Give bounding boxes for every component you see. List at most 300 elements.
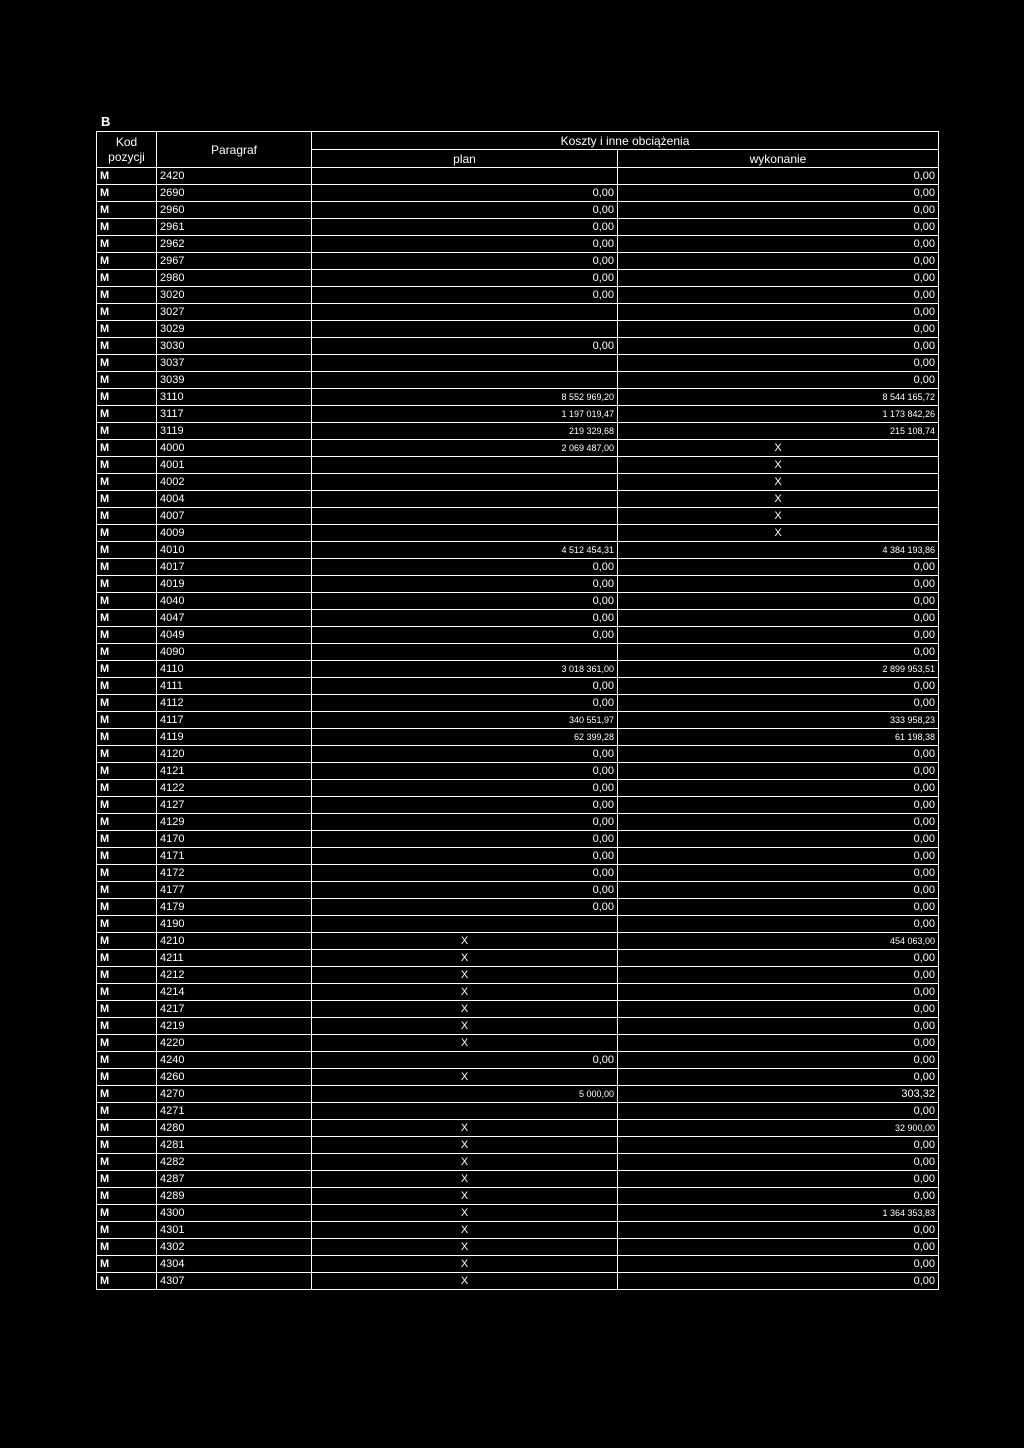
row-wykonanie-cell: 0,00 bbox=[618, 797, 939, 814]
row-paragraf-cell: 4190 bbox=[157, 916, 312, 933]
row-wykonanie-cell: 0,00 bbox=[618, 1154, 939, 1171]
row-plan-cell: 8 552 969,20 bbox=[312, 389, 618, 406]
table-row bbox=[97, 1120, 939, 1137]
row-paragraf-cell: 4000 bbox=[157, 440, 312, 457]
row-kod-cell: M bbox=[97, 1154, 157, 1171]
row-kod-cell: M bbox=[97, 508, 157, 525]
row-kod-cell: M bbox=[97, 627, 157, 644]
row-paragraf-cell: 4170 bbox=[157, 831, 312, 848]
row-kod-cell: M bbox=[97, 950, 157, 967]
row-wykonanie-cell: X bbox=[618, 525, 939, 542]
row-kod-cell: M bbox=[97, 1205, 157, 1222]
row-wykonanie-cell: 0,00 bbox=[618, 1035, 939, 1052]
row-wykonanie-cell: 0,00 bbox=[618, 814, 939, 831]
row-wykonanie-cell: 0,00 bbox=[618, 678, 939, 695]
header-koszty-group: Koszty i inne obciążenia bbox=[312, 132, 939, 150]
row-wykonanie-cell: X bbox=[618, 508, 939, 525]
row-kod-cell: M bbox=[97, 559, 157, 576]
row-plan-cell: X bbox=[312, 1171, 618, 1188]
table-row bbox=[97, 576, 939, 593]
row-wykonanie-cell: 0,00 bbox=[618, 270, 939, 287]
row-paragraf-cell: 4280 bbox=[157, 1120, 312, 1137]
row-wykonanie-cell: 0,00 bbox=[618, 1137, 939, 1154]
row-plan-cell: 0,00 bbox=[312, 185, 618, 202]
table-row bbox=[97, 1256, 939, 1273]
row-wykonanie-cell: 0,00 bbox=[618, 202, 939, 219]
row-paragraf-cell: 3039 bbox=[157, 372, 312, 389]
table-row bbox=[97, 474, 939, 491]
row-kod-cell: M bbox=[97, 168, 157, 185]
row-kod-cell: M bbox=[97, 304, 157, 321]
row-kod-cell: M bbox=[97, 457, 157, 474]
row-plan-cell: X bbox=[312, 1137, 618, 1154]
row-kod-cell: M bbox=[97, 695, 157, 712]
table-row bbox=[97, 559, 939, 576]
row-paragraf-cell: 2962 bbox=[157, 236, 312, 253]
row-wykonanie-cell: 454 063,00 bbox=[618, 933, 939, 950]
table-row bbox=[97, 967, 939, 984]
table-row bbox=[97, 1222, 939, 1239]
row-paragraf-cell: 4214 bbox=[157, 984, 312, 1001]
table-row bbox=[97, 1086, 939, 1103]
row-kod-cell: M bbox=[97, 321, 157, 338]
row-plan-cell: 0,00 bbox=[312, 695, 618, 712]
row-wykonanie-cell: 0,00 bbox=[618, 984, 939, 1001]
row-plan-cell: 4 512 454,31 bbox=[312, 542, 618, 559]
table-row bbox=[97, 440, 939, 457]
row-kod-cell: M bbox=[97, 440, 157, 457]
row-plan-cell: 0,00 bbox=[312, 627, 618, 644]
table-row bbox=[97, 1001, 939, 1018]
row-paragraf-cell: 4047 bbox=[157, 610, 312, 627]
table-row bbox=[97, 984, 939, 1001]
row-wykonanie-cell: 0,00 bbox=[618, 1239, 939, 1256]
header-plan: plan bbox=[312, 150, 618, 168]
table-row bbox=[97, 1154, 939, 1171]
row-plan-cell: 5 000,00 bbox=[312, 1086, 618, 1103]
table-row bbox=[97, 338, 939, 355]
row-plan-cell: X bbox=[312, 984, 618, 1001]
row-plan-cell: 0,00 bbox=[312, 338, 618, 355]
row-kod-cell: M bbox=[97, 474, 157, 491]
table-row bbox=[97, 882, 939, 899]
row-paragraf-cell: 4240 bbox=[157, 1052, 312, 1069]
table-row bbox=[97, 491, 939, 508]
row-paragraf-cell: 4010 bbox=[157, 542, 312, 559]
row-wykonanie-cell: 0,00 bbox=[618, 219, 939, 236]
table-row bbox=[97, 933, 939, 950]
row-wykonanie-cell: 0,00 bbox=[618, 780, 939, 797]
table-row bbox=[97, 168, 939, 185]
row-wykonanie-cell: 0,00 bbox=[618, 1069, 939, 1086]
row-wykonanie-cell: 0,00 bbox=[618, 338, 939, 355]
row-paragraf-cell: 4017 bbox=[157, 559, 312, 576]
row-kod-cell: M bbox=[97, 253, 157, 270]
row-wykonanie-cell: 0,00 bbox=[618, 236, 939, 253]
row-plan-cell: 0,00 bbox=[312, 678, 618, 695]
table-row bbox=[97, 321, 939, 338]
row-kod-cell: M bbox=[97, 1103, 157, 1120]
row-wykonanie-cell: 0,00 bbox=[618, 185, 939, 202]
table-body bbox=[97, 168, 939, 1290]
table-row bbox=[97, 780, 939, 797]
row-paragraf-cell: 4304 bbox=[157, 1256, 312, 1273]
row-wykonanie-cell: 0,00 bbox=[618, 1103, 939, 1120]
row-wykonanie-cell: 1 364 353,83 bbox=[618, 1205, 939, 1222]
table-row bbox=[97, 287, 939, 304]
table-row bbox=[97, 695, 939, 712]
row-wykonanie-cell: 0,00 bbox=[618, 746, 939, 763]
row-wykonanie-cell: 0,00 bbox=[618, 882, 939, 899]
row-kod-cell: M bbox=[97, 678, 157, 695]
row-paragraf-cell: 4212 bbox=[157, 967, 312, 984]
row-plan-cell bbox=[312, 644, 618, 661]
row-plan-cell: 1 197 019,47 bbox=[312, 406, 618, 423]
row-paragraf-cell: 4171 bbox=[157, 848, 312, 865]
row-kod-cell: M bbox=[97, 1256, 157, 1273]
row-paragraf-cell: 4110 bbox=[157, 661, 312, 678]
table-row bbox=[97, 253, 939, 270]
row-wykonanie-cell: 0,00 bbox=[618, 1052, 939, 1069]
row-paragraf-cell: 3037 bbox=[157, 355, 312, 372]
table-row bbox=[97, 916, 939, 933]
row-kod-cell: M bbox=[97, 406, 157, 423]
row-paragraf-cell: 4112 bbox=[157, 695, 312, 712]
row-kod-cell: M bbox=[97, 1222, 157, 1239]
row-wykonanie-cell: 0,00 bbox=[618, 576, 939, 593]
row-plan-cell: X bbox=[312, 950, 618, 967]
row-kod-cell: M bbox=[97, 780, 157, 797]
row-plan-cell bbox=[312, 1103, 618, 1120]
row-wykonanie-cell: 0,00 bbox=[618, 253, 939, 270]
row-plan-cell: 3 018 361,00 bbox=[312, 661, 618, 678]
row-kod-cell: M bbox=[97, 1086, 157, 1103]
row-wykonanie-cell: 0,00 bbox=[618, 950, 939, 967]
row-wykonanie-cell: 0,00 bbox=[618, 559, 939, 576]
row-plan-cell: 0,00 bbox=[312, 848, 618, 865]
row-paragraf-cell: 3030 bbox=[157, 338, 312, 355]
table-row bbox=[97, 202, 939, 219]
row-plan-cell bbox=[312, 508, 618, 525]
row-plan-cell bbox=[312, 916, 618, 933]
row-kod-cell: M bbox=[97, 1069, 157, 1086]
table-row bbox=[97, 729, 939, 746]
table-row bbox=[97, 1205, 939, 1222]
row-plan-cell: 0,00 bbox=[312, 610, 618, 627]
row-paragraf-cell: 4040 bbox=[157, 593, 312, 610]
row-plan-cell: 0,00 bbox=[312, 593, 618, 610]
row-kod-cell: M bbox=[97, 899, 157, 916]
row-paragraf-cell: 4220 bbox=[157, 1035, 312, 1052]
row-wykonanie-cell: 0,00 bbox=[618, 644, 939, 661]
row-wykonanie-cell: 0,00 bbox=[618, 1171, 939, 1188]
row-kod-cell: M bbox=[97, 610, 157, 627]
row-wykonanie-cell: 215 108,74 bbox=[618, 423, 939, 440]
row-kod-cell: M bbox=[97, 338, 157, 355]
row-paragraf-cell: 4302 bbox=[157, 1239, 312, 1256]
row-plan-cell: 0,00 bbox=[312, 270, 618, 287]
row-wykonanie-cell: 2 899 953,51 bbox=[618, 661, 939, 678]
row-kod-cell: M bbox=[97, 984, 157, 1001]
row-plan-cell: 0,00 bbox=[312, 814, 618, 831]
row-plan-cell: 0,00 bbox=[312, 780, 618, 797]
table-row bbox=[97, 219, 939, 236]
row-wykonanie-cell: 0,00 bbox=[618, 355, 939, 372]
row-plan-cell: 340 551,97 bbox=[312, 712, 618, 729]
row-kod-cell: M bbox=[97, 797, 157, 814]
row-wykonanie-cell: 0,00 bbox=[618, 763, 939, 780]
row-wykonanie-cell: X bbox=[618, 440, 939, 457]
row-wykonanie-cell: 0,00 bbox=[618, 593, 939, 610]
row-wykonanie-cell: 0,00 bbox=[618, 321, 939, 338]
row-paragraf-cell: 4019 bbox=[157, 576, 312, 593]
table-row bbox=[97, 593, 939, 610]
row-plan-cell bbox=[312, 474, 618, 491]
row-plan-cell: 2 069 487,00 bbox=[312, 440, 618, 457]
table-row bbox=[97, 508, 939, 525]
row-plan-cell: X bbox=[312, 1273, 618, 1290]
row-wykonanie-cell: 0,00 bbox=[618, 1273, 939, 1290]
row-paragraf-cell: 3027 bbox=[157, 304, 312, 321]
row-plan-cell: X bbox=[312, 1239, 618, 1256]
row-wykonanie-cell: X bbox=[618, 457, 939, 474]
row-wykonanie-cell: 0,00 bbox=[618, 1222, 939, 1239]
row-paragraf-cell: 4001 bbox=[157, 457, 312, 474]
row-plan-cell: 0,00 bbox=[312, 1052, 618, 1069]
row-wykonanie-cell: 8 544 165,72 bbox=[618, 389, 939, 406]
row-plan-cell: 0,00 bbox=[312, 899, 618, 916]
table-row bbox=[97, 610, 939, 627]
row-kod-cell: M bbox=[97, 525, 157, 542]
row-plan-cell: X bbox=[312, 1205, 618, 1222]
table-row bbox=[97, 1035, 939, 1052]
row-kod-cell: M bbox=[97, 576, 157, 593]
row-plan-cell: 219 329,68 bbox=[312, 423, 618, 440]
row-wykonanie-cell: X bbox=[618, 491, 939, 508]
row-wykonanie-cell: 0,00 bbox=[618, 831, 939, 848]
row-paragraf-cell: 4282 bbox=[157, 1154, 312, 1171]
table-row bbox=[97, 627, 939, 644]
row-kod-cell: M bbox=[97, 644, 157, 661]
table-row bbox=[97, 372, 939, 389]
row-plan-cell: 0,00 bbox=[312, 865, 618, 882]
row-plan-cell bbox=[312, 321, 618, 338]
row-kod-cell: M bbox=[97, 542, 157, 559]
row-paragraf-cell: 3117 bbox=[157, 406, 312, 423]
table-row bbox=[97, 270, 939, 287]
row-plan-cell: 62 399,28 bbox=[312, 729, 618, 746]
row-wykonanie-cell: 0,00 bbox=[618, 287, 939, 304]
row-paragraf-cell: 2420 bbox=[157, 168, 312, 185]
row-paragraf-cell: 4219 bbox=[157, 1018, 312, 1035]
row-plan-cell bbox=[312, 168, 618, 185]
row-paragraf-cell: 3119 bbox=[157, 423, 312, 440]
row-plan-cell: 0,00 bbox=[312, 831, 618, 848]
table-row bbox=[97, 355, 939, 372]
row-wykonanie-cell: 0,00 bbox=[618, 1001, 939, 1018]
row-plan-cell: 0,00 bbox=[312, 287, 618, 304]
table-row bbox=[97, 661, 939, 678]
row-paragraf-cell: 4300 bbox=[157, 1205, 312, 1222]
row-kod-cell: M bbox=[97, 848, 157, 865]
table-row bbox=[97, 831, 939, 848]
table-row bbox=[97, 457, 939, 474]
row-plan-cell: X bbox=[312, 1001, 618, 1018]
row-paragraf-cell: 4049 bbox=[157, 627, 312, 644]
row-paragraf-cell: 3110 bbox=[157, 389, 312, 406]
row-wykonanie-cell: 1 173 842,26 bbox=[618, 406, 939, 423]
row-kod-cell: M bbox=[97, 916, 157, 933]
row-paragraf-cell: 4122 bbox=[157, 780, 312, 797]
row-paragraf-cell: 2961 bbox=[157, 219, 312, 236]
row-wykonanie-cell: 0,00 bbox=[618, 610, 939, 627]
row-kod-cell: M bbox=[97, 219, 157, 236]
row-kod-cell: M bbox=[97, 355, 157, 372]
row-wykonanie-cell: 0,00 bbox=[618, 865, 939, 882]
row-plan-cell: X bbox=[312, 1222, 618, 1239]
row-plan-cell bbox=[312, 372, 618, 389]
row-wykonanie-cell: 0,00 bbox=[618, 848, 939, 865]
row-paragraf-cell: 4111 bbox=[157, 678, 312, 695]
row-kod-cell: M bbox=[97, 746, 157, 763]
row-paragraf-cell: 4129 bbox=[157, 814, 312, 831]
row-wykonanie-cell: 0,00 bbox=[618, 1018, 939, 1035]
row-kod-cell: M bbox=[97, 1018, 157, 1035]
row-wykonanie-cell: 0,00 bbox=[618, 168, 939, 185]
row-kod-cell: M bbox=[97, 661, 157, 678]
row-wykonanie-cell: 4 384 193,86 bbox=[618, 542, 939, 559]
row-paragraf-cell: 4271 bbox=[157, 1103, 312, 1120]
row-paragraf-cell: 4119 bbox=[157, 729, 312, 746]
row-plan-cell: 0,00 bbox=[312, 882, 618, 899]
row-wykonanie-cell: 32 900,00 bbox=[618, 1120, 939, 1137]
table-row bbox=[97, 406, 939, 423]
row-kod-cell: M bbox=[97, 1001, 157, 1018]
section-label: B bbox=[101, 114, 111, 129]
row-kod-cell: M bbox=[97, 372, 157, 389]
row-wykonanie-cell: 0,00 bbox=[618, 372, 939, 389]
row-kod-cell: M bbox=[97, 236, 157, 253]
row-wykonanie-cell: 0,00 bbox=[618, 916, 939, 933]
row-paragraf-cell: 3020 bbox=[157, 287, 312, 304]
row-plan-cell: 0,00 bbox=[312, 236, 618, 253]
row-kod-cell: M bbox=[97, 1188, 157, 1205]
row-kod-cell: M bbox=[97, 967, 157, 984]
table-row bbox=[97, 1018, 939, 1035]
row-wykonanie-cell: 0,00 bbox=[618, 304, 939, 321]
row-kod-cell: M bbox=[97, 763, 157, 780]
row-paragraf-cell: 4002 bbox=[157, 474, 312, 491]
row-paragraf-cell: 2960 bbox=[157, 202, 312, 219]
row-kod-cell: M bbox=[97, 865, 157, 882]
row-plan-cell: 0,00 bbox=[312, 559, 618, 576]
row-kod-cell: M bbox=[97, 882, 157, 899]
row-paragraf-cell: 2980 bbox=[157, 270, 312, 287]
row-paragraf-cell: 4301 bbox=[157, 1222, 312, 1239]
table-row bbox=[97, 848, 939, 865]
table-row bbox=[97, 763, 939, 780]
row-kod-cell: M bbox=[97, 1239, 157, 1256]
row-kod-cell: M bbox=[97, 729, 157, 746]
row-plan-cell: X bbox=[312, 1120, 618, 1137]
row-paragraf-cell: 4120 bbox=[157, 746, 312, 763]
table-row bbox=[97, 542, 939, 559]
row-paragraf-cell: 4009 bbox=[157, 525, 312, 542]
row-kod-cell: M bbox=[97, 814, 157, 831]
row-plan-cell: 0,00 bbox=[312, 797, 618, 814]
row-paragraf-cell: 4211 bbox=[157, 950, 312, 967]
row-plan-cell: X bbox=[312, 967, 618, 984]
row-paragraf-cell: 4270 bbox=[157, 1086, 312, 1103]
table-row bbox=[97, 950, 939, 967]
row-paragraf-cell: 4117 bbox=[157, 712, 312, 729]
table-row bbox=[97, 814, 939, 831]
row-kod-cell: M bbox=[97, 1171, 157, 1188]
table-row bbox=[97, 525, 939, 542]
row-paragraf-cell: 4281 bbox=[157, 1137, 312, 1154]
row-paragraf-cell: 4121 bbox=[157, 763, 312, 780]
row-plan-cell: X bbox=[312, 1256, 618, 1273]
row-kod-cell: M bbox=[97, 1273, 157, 1290]
row-plan-cell: X bbox=[312, 1018, 618, 1035]
row-wykonanie-cell: 0,00 bbox=[618, 899, 939, 916]
row-plan-cell: X bbox=[312, 1188, 618, 1205]
table-row bbox=[97, 1239, 939, 1256]
row-paragraf-cell: 4217 bbox=[157, 1001, 312, 1018]
row-paragraf-cell: 4090 bbox=[157, 644, 312, 661]
row-plan-cell bbox=[312, 457, 618, 474]
row-wykonanie-cell: 0,00 bbox=[618, 627, 939, 644]
row-plan-cell: 0,00 bbox=[312, 202, 618, 219]
table-row bbox=[97, 746, 939, 763]
table-row bbox=[97, 1052, 939, 1069]
row-wykonanie-cell: X bbox=[618, 474, 939, 491]
row-paragraf-cell: 4287 bbox=[157, 1171, 312, 1188]
row-paragraf-cell: 4210 bbox=[157, 933, 312, 950]
table-row bbox=[97, 1171, 939, 1188]
table-row bbox=[97, 899, 939, 916]
row-paragraf-cell: 4007 bbox=[157, 508, 312, 525]
row-paragraf-cell: 3029 bbox=[157, 321, 312, 338]
row-kod-cell: M bbox=[97, 933, 157, 950]
row-paragraf-cell: 2690 bbox=[157, 185, 312, 202]
row-kod-cell: M bbox=[97, 185, 157, 202]
row-paragraf-cell: 4289 bbox=[157, 1188, 312, 1205]
table-row bbox=[97, 1137, 939, 1154]
table-row bbox=[97, 797, 939, 814]
row-wykonanie-cell: 0,00 bbox=[618, 695, 939, 712]
row-paragraf-cell: 4260 bbox=[157, 1069, 312, 1086]
row-paragraf-cell: 4172 bbox=[157, 865, 312, 882]
row-plan-cell: X bbox=[312, 1035, 618, 1052]
cost-table bbox=[96, 131, 939, 1290]
row-plan-cell bbox=[312, 491, 618, 508]
row-kod-cell: M bbox=[97, 831, 157, 848]
table-row bbox=[97, 1103, 939, 1120]
row-wykonanie-cell: 0,00 bbox=[618, 967, 939, 984]
row-paragraf-cell: 4004 bbox=[157, 491, 312, 508]
table-row bbox=[97, 1069, 939, 1086]
row-paragraf-cell: 4127 bbox=[157, 797, 312, 814]
row-kod-cell: M bbox=[97, 1052, 157, 1069]
row-kod-cell: M bbox=[97, 202, 157, 219]
row-kod-cell: M bbox=[97, 389, 157, 406]
row-plan-cell: X bbox=[312, 933, 618, 950]
row-kod-cell: M bbox=[97, 287, 157, 304]
row-paragraf-cell: 4177 bbox=[157, 882, 312, 899]
row-plan-cell: X bbox=[312, 1069, 618, 1086]
header-kod-pozycji: Kod pozycji bbox=[97, 132, 157, 168]
